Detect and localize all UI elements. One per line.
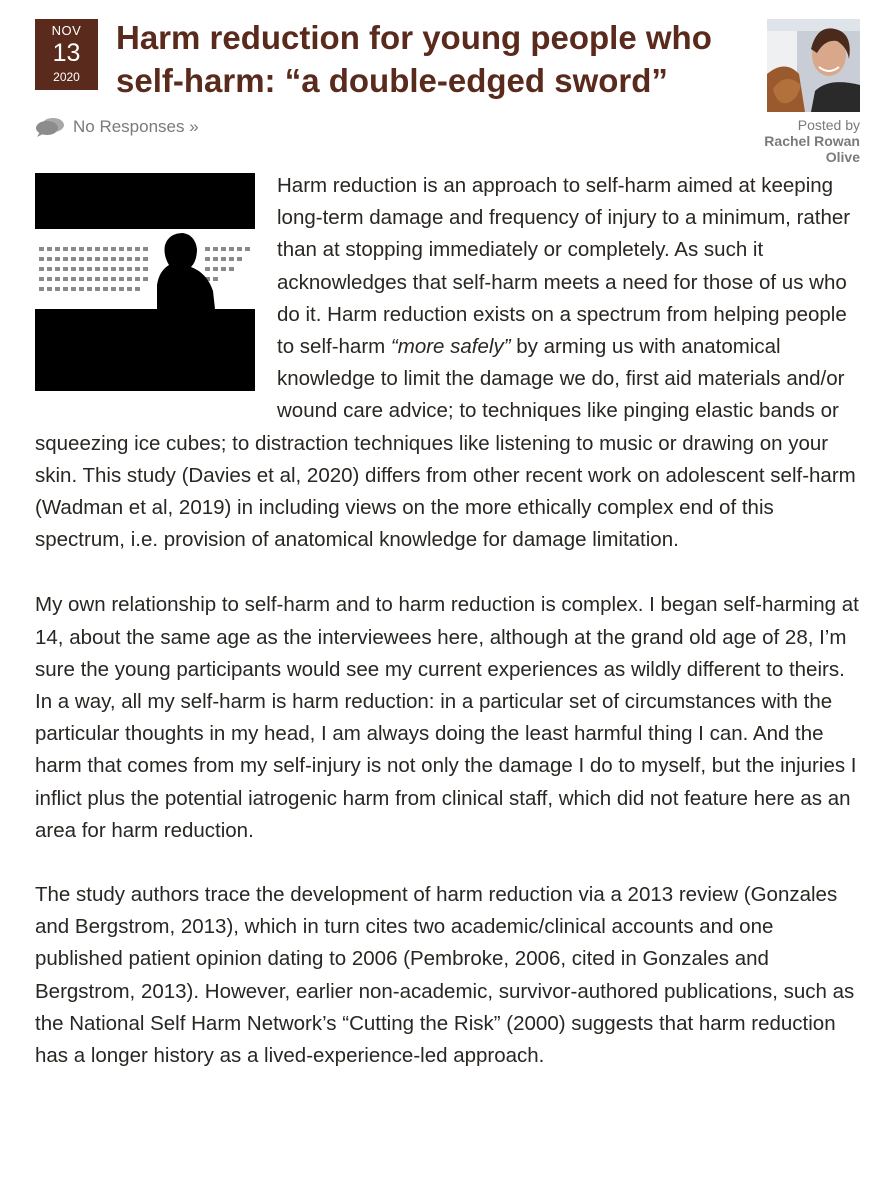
responses-link[interactable] xyxy=(35,117,199,137)
post-date-month: NOV xyxy=(51,23,82,38)
author-avatar[interactable] xyxy=(767,19,860,112)
article-paragraph-2: My own relationship to self-harm and to harm reduction is complex. I began self-harming at 14, about the same age as the interviewees here, although at the grand old age of 28, I’m sure the young participants would see my current experiences as wildly different to theirs. In a way, all my self-harm is harm reduction: in a particular set of circumstances with the particular thoughts in my head, I am always doing the least harmful thing I can. And the harm that comes from my self-injury is not only the damage I do to myself, but the injuries I inflict plus the potential iatrogenic harm from clinical staff, which did not feature here as an area for harm reduction. xyxy=(35,593,859,842)
article-body xyxy=(35,170,861,1104)
post-title[interactable]: Harm reduction for young people who self-harm: “a double-edged sword” xyxy=(116,19,712,99)
author-name[interactable]: Rachel Rowan Olive xyxy=(764,133,860,165)
article-paragraph-1: Harm reduction is an approach to self-harm aimed at keeping long-term damage and frequency of injury to a minimum, rather than at stopping immediately or completely. As such it acknowledges that self-harm meets a need for those of us who do it. Harm reduction exists on a spectrum from helping people to self-harm “more safely” by arming us with anatomical knowledge to limit the damage we do, first aid materials and/or wound care advice; to techniques like pinging elastic bands or squeezing ice cubes; to distraction techniques like listening to music or drawing on your skin. This study (Davies et al, 2020) differs from other recent work on adolescent self-harm (Wadman et al, 2019) in including views on the more ethically complex end of this spectrum, i.e. provision of anatomical knowledge for damage limitation. xyxy=(35,174,856,552)
posted-by-label: Posted by xyxy=(797,117,860,133)
post-date-day: 13 xyxy=(52,39,81,67)
responses-label: No Responses » xyxy=(73,117,199,136)
posted-by xyxy=(750,117,860,165)
post-date-year: 2020 xyxy=(53,70,80,84)
post-date-badge xyxy=(35,19,98,90)
comments-icon xyxy=(35,117,65,137)
emphasis-more-safely: “more safely” xyxy=(390,335,511,359)
article-paragraph-3: The study authors trace the development of harm reduction via a 2013 review (Gonzales and Bergstrom, 2013), which in turn cites two academic/clinical accounts and one published patient opinion dating to 2006 (Pembroke, 2006, cited in Gonzales and Bergstrom, 2013). However, earlier non-academic, survivor-authored publications, such as the National Self Harm Network’s “Cutting the Risk” (2000) suggests that harm reduction has a longer history as a lived-experience-led approach. xyxy=(35,883,855,1068)
article-image xyxy=(35,173,255,391)
